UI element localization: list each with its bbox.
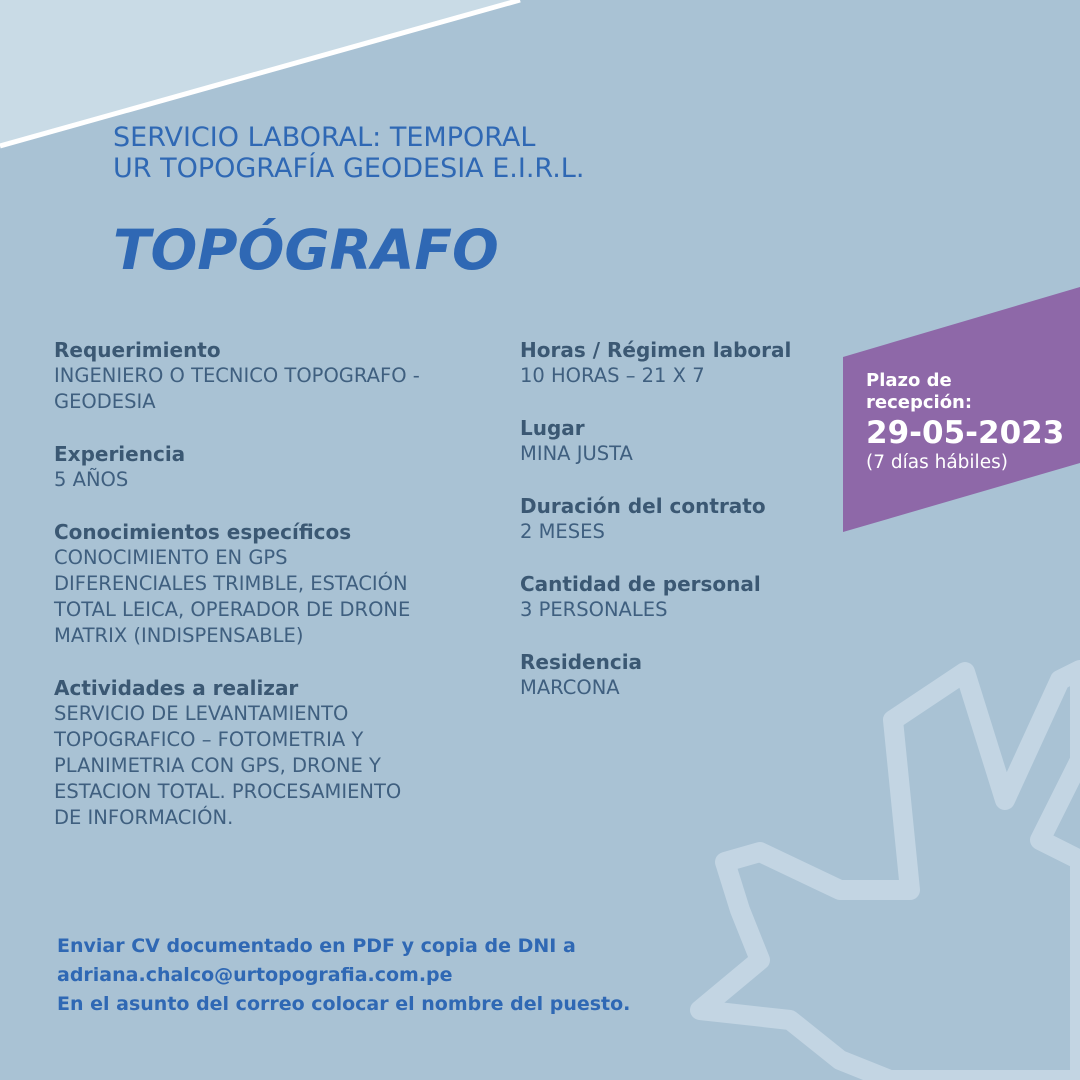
field-label: Actividades a realizar	[54, 676, 299, 700]
field-value: CONOCIMIENTO EN GPS DIFERENCIALES TRIMBLE, ESTACIÓN TOTAL LEICA, OPERADOR DE DRONE MATRIX (INDISPENSABLE)	[54, 546, 411, 647]
field-label: Lugar	[520, 416, 585, 440]
field-lugar	[520, 415, 840, 467]
field-value: MARCONA	[520, 676, 620, 699]
left-details-column	[54, 337, 494, 857]
deadline-label: Plazo de recepción:	[866, 370, 973, 413]
deadline-note: (7 días hábiles)	[866, 452, 1008, 473]
contact-email[interactable]: adriana.chalco@urtopografia.com.pe	[57, 964, 453, 986]
field-horas	[520, 337, 840, 389]
field-value: 3 PERSONALES	[520, 598, 668, 621]
service-type-line: SERVICIO LABORAL: TEMPORAL	[113, 122, 536, 153]
deadline-date: 29-05-2023	[866, 415, 1065, 451]
field-value: MINA JUSTA	[520, 442, 633, 465]
employer-header	[113, 122, 584, 184]
instruction-line: Enviar CV documentado en PDF y copia de DNI a	[57, 935, 576, 957]
field-value: 10 HORAS – 21 X 7	[520, 364, 705, 387]
field-actividades	[54, 675, 494, 831]
field-value: SERVICIO DE LEVANTAMIENTO TOPOGRAFICO – FOTOMETRIA Y PLANIMETRIA CON GPS, DRONE Y ESTACION TOTAL. PROCESAMIENTO DE INFORMACIÓN.	[54, 702, 402, 829]
field-label: Horas / Régimen laboral	[520, 338, 792, 362]
field-label: Duración del contrato	[520, 494, 766, 518]
field-value: 2 MESES	[520, 520, 605, 543]
field-label: Experiencia	[54, 442, 186, 466]
field-value: INGENIERO O TECNICO TOPOGRAFO - GEODESIA	[54, 364, 420, 413]
field-label: Requerimiento	[54, 338, 221, 362]
subject-instruction-line: En el asunto del correo colocar el nombre del puesto.	[57, 993, 631, 1015]
field-residencia	[520, 649, 840, 701]
job-title: TOPÓGRAFO	[113, 218, 499, 282]
field-label: Residencia	[520, 650, 643, 674]
field-requerimiento	[54, 337, 494, 415]
deadline-badge	[866, 370, 1064, 474]
company-name-line: UR TOPOGRAFÍA GEODESIA E.I.R.L.	[113, 153, 585, 184]
field-experiencia	[54, 441, 494, 493]
field-cantidad	[520, 571, 840, 623]
field-conocimientos	[54, 519, 494, 649]
application-instructions	[57, 932, 630, 1019]
field-label: Conocimientos específicos	[54, 520, 352, 544]
brand-asterisk-watermark	[700, 670, 1080, 1080]
field-value: 5 AÑOS	[54, 468, 129, 491]
field-duracion	[520, 493, 840, 545]
right-details-column	[520, 337, 840, 727]
field-label: Cantidad de personal	[520, 572, 761, 596]
